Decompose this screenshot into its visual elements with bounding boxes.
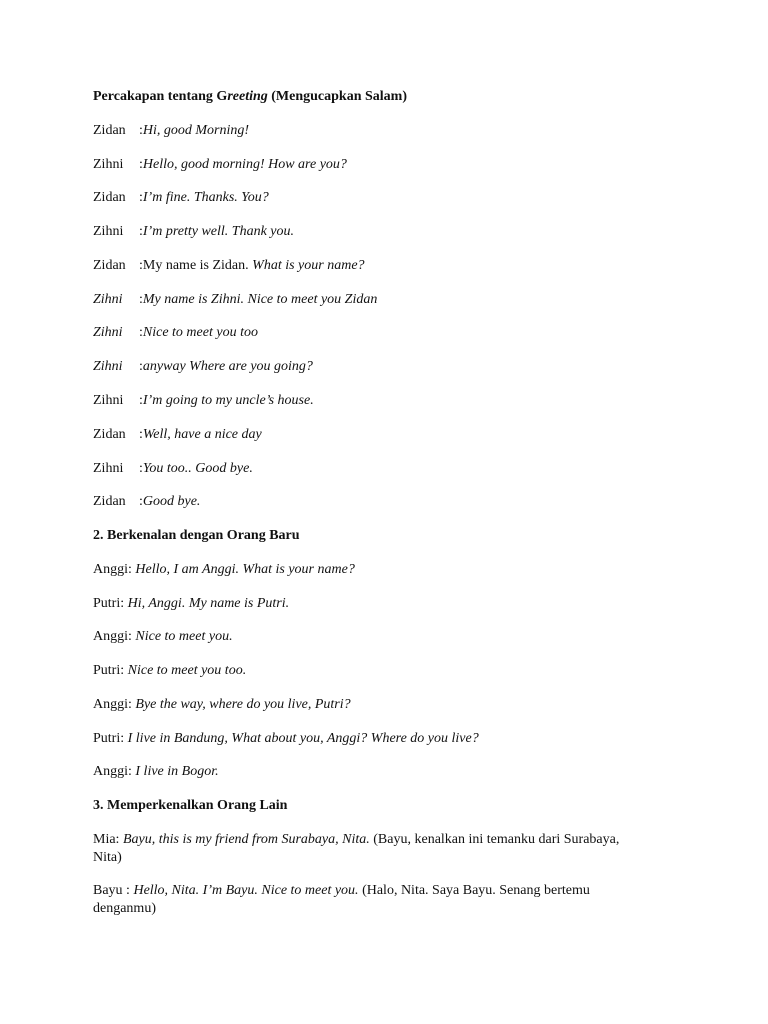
dialog1-line [93,358,313,376]
utterance: I live in Bogor. [135,764,219,779]
dialog2-line [93,730,479,748]
speaker: Zidan [93,123,126,138]
dialog2-line [93,561,355,579]
dialog1-line [93,122,249,140]
utterance: I’m fine. Thanks. You? [142,190,269,205]
dialog2-line [93,662,246,680]
separator: : [139,190,143,205]
utterance: Nice to meet you. [135,629,233,644]
speaker: Zihni [93,292,123,307]
utterance: My name is Zihni. Nice to meet you Zidan [142,292,378,307]
utterance: Hi, good Morning! [142,123,250,138]
heading-greeting-pre: Percakapan tentang G [93,89,228,104]
separator: : [139,494,143,509]
dialog1-line [93,460,253,478]
speaker: Zihni [93,224,124,239]
speaker: Anggi: [93,697,132,712]
dialog1-line [93,189,269,207]
separator: : [139,123,143,138]
speaker: Zidan [93,258,126,273]
dialog3-line [93,831,633,867]
speaker: Zidan [93,190,126,205]
dialog2-line [93,595,289,613]
speaker: Mia: [93,832,120,847]
speaker: Anggi: [93,764,132,779]
heading-berkenalan: 2. Berkenalan dengan Orang Baru [93,528,300,543]
speaker: Putri: [93,731,125,746]
speaker: Bayu : [93,883,130,898]
dialog1-line [93,156,347,174]
separator: : [139,292,143,307]
speaker: Anggi: [93,629,132,644]
dialog2-line [93,628,233,646]
speaker: Anggi: [93,562,132,577]
translation: (Bayu, kenalkan ini temanku dari Surabaya, Nita) [93,832,620,865]
separator: : [139,325,143,340]
separator: : [139,157,143,172]
heading-greeting-italic: reeting [227,89,268,104]
separator: : [139,393,143,408]
speaker: Zihni [93,359,123,374]
dialog1-line [93,392,314,410]
heading-greeting-post: (Mengucapkan Salam) [267,89,407,104]
utterance: Good bye. [142,494,201,509]
speaker: Zidan [93,494,126,509]
utterance: Well, have a nice day [142,427,262,442]
dialog1-line [93,324,258,342]
speaker: Zidan [93,427,126,442]
dialog2-line [93,763,219,781]
utterance-plain: My name is Zidan. [142,258,253,273]
speaker: Putri: [93,596,125,611]
dialog3-line [93,882,633,918]
dialog1-line [93,257,365,275]
separator: : [139,224,143,239]
separator: : [139,258,143,273]
utterance: What is your name? [252,258,365,273]
utterance: Nice to meet you too. [127,663,247,678]
utterance: You too.. Good bye. [142,461,253,476]
utterance: Bayu, this is my friend from Surabaya, Nita. [122,832,370,847]
utterance: Hi, Anggi. My name is Putri. [127,596,290,611]
dialog2-line [93,696,351,714]
utterance: Nice to meet you too [142,325,258,340]
utterance: I live in Bandung, What about you, Anggi? Where do you live? [127,731,479,746]
utterance: Hello, I am Anggi. What is your name? [135,562,355,577]
speaker: Zihni [93,325,123,340]
utterance: I’m pretty well. Thank you. [142,224,295,239]
speaker: Zihni [93,461,124,476]
dialog1-line [93,493,200,511]
dialog1-line [93,426,262,444]
utterance: anyway Where are you going? [142,359,313,374]
separator: : [139,359,143,374]
dialog1-line [93,223,294,241]
translation: (Halo, Nita. Saya Bayu. Senang bertemu denganmu) [93,883,590,916]
speaker: Zihni [93,157,124,172]
heading-greeting [93,88,407,106]
utterance: Bye the way, where do you live, Putri? [135,697,351,712]
dialog1-line [93,291,377,309]
utterance: I’m going to my uncle’s house. [142,393,314,408]
speaker: Putri: [93,663,125,678]
separator: : [139,461,143,476]
utterance: Hello, good morning! How are you? [142,157,347,172]
separator: : [139,427,143,442]
speaker: Zihni [93,393,124,408]
heading-memperkenalkan: 3. Memperkenalkan Orang Lain [93,798,288,813]
utterance: Hello, Nita. I’m Bayu. Nice to meet you. [133,883,359,898]
